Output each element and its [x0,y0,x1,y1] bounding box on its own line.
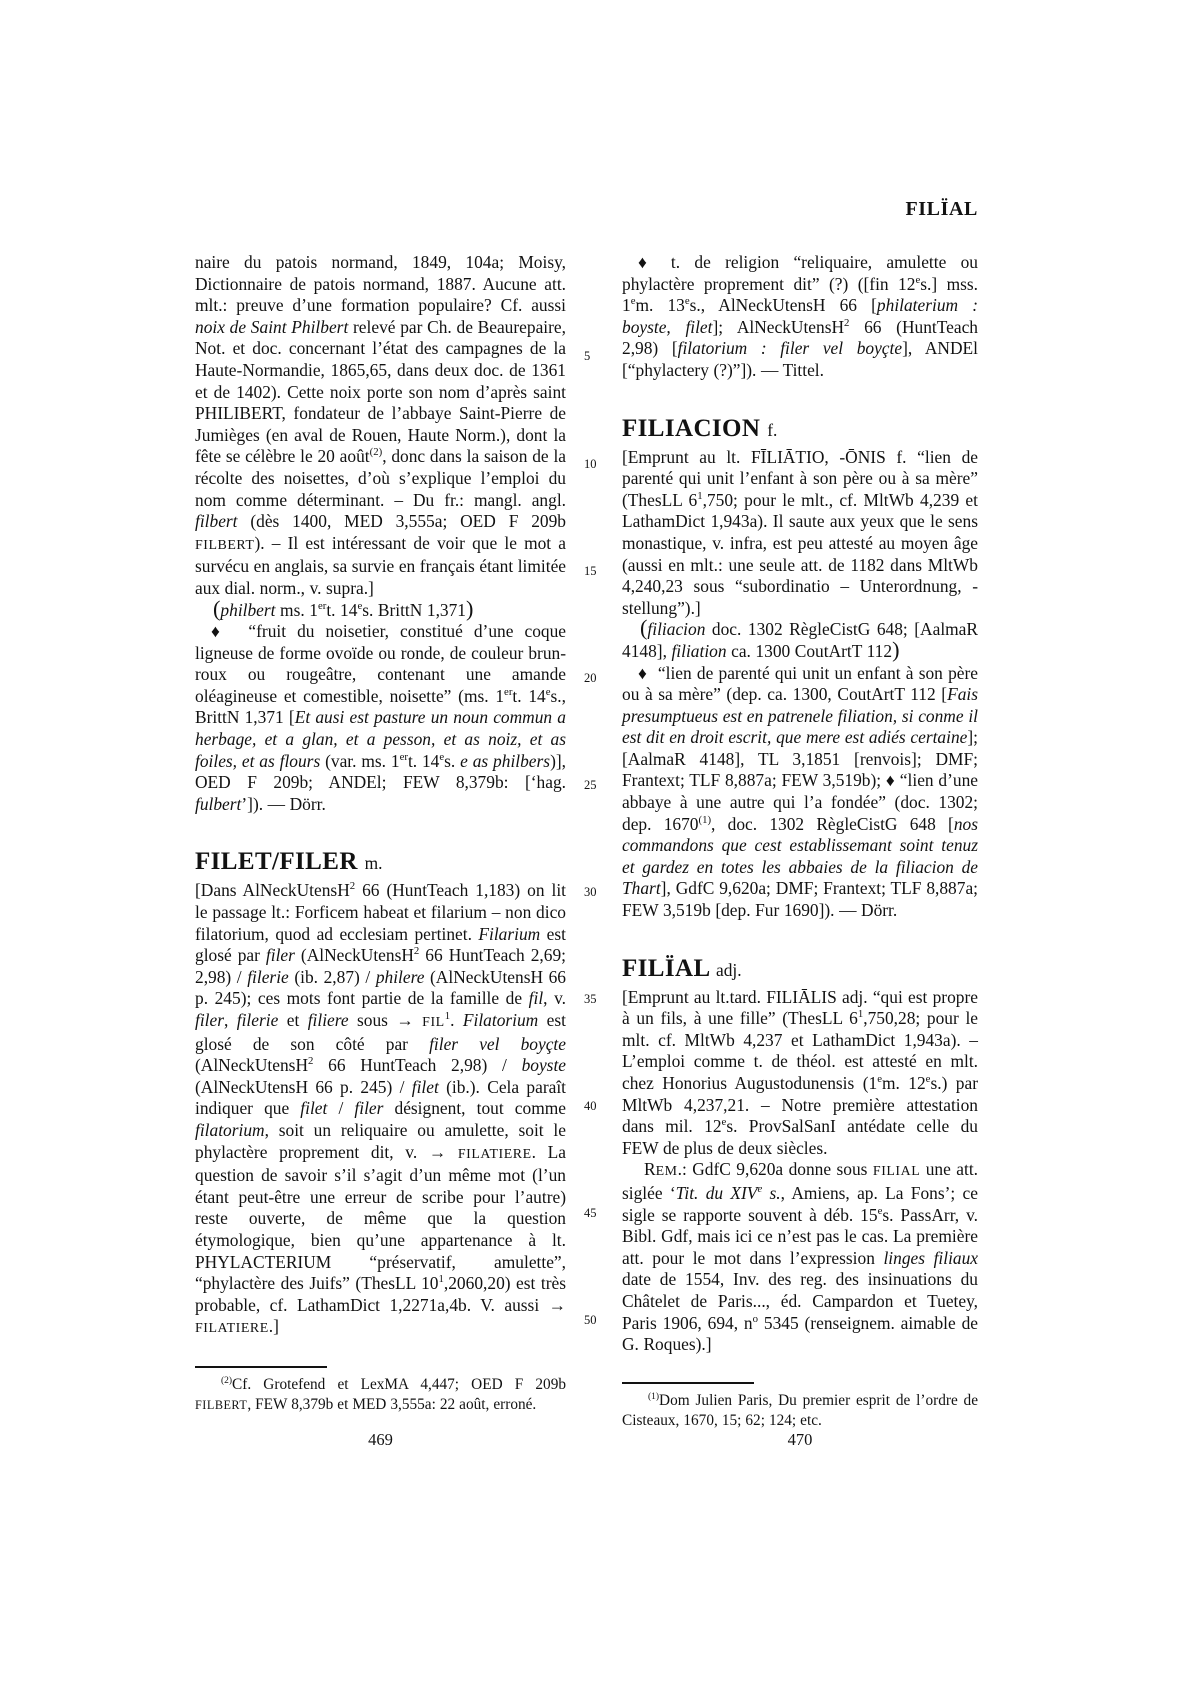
pos-label: m. [364,853,383,874]
footnote-1: $^{(1)}$Dom Julien Paris, Du premier esprit de l’ordre de Cisteaux, 1670, 15; 62; 124; etc. [622,1391,978,1430]
entry-heading-filiacion [622,415,978,444]
attestation-line-filiacion: (filiacion doc. 1302 RègleCistG 648; [AalmaR 4148], filiation ca. 1300 CoutArtT 112) [622,615,978,662]
sense-paragraph-filiacion: ♦ “lien de parenté qui unit un enfant à son père ou à sa mère” (dep. ca. 1300, CoutArtT 112 [Fais presumptueus est en patrenele filiation, si conme il est dit en droit escrit, que mere est adiés certaine]; [AalmaR 4148], TL 3,1851 [renvois]; DMF; Frantext; TLF 8,887a; FEW 3,519b); ♦ “lien d’une abbaye à une autre qui l’a fondée” (doc. 1302; dep. 1670$^{(1)}$, doc. 1302 RègleCistG 648 [nos commandons que cest establissemant soint tenuz et gardez en totes les abbaies de la filiacion de Thart], GdfC 9,620a; DMF; Frantext; TLF 8,887a; FEW 3,519b [dep. Fur 1690]). — Dörr. [622,662,978,921]
headword: FILET/FILER [195,848,358,876]
pos-label: adj. [716,959,742,980]
pos-label: f. [767,419,778,440]
headword: FILIACION [622,414,761,442]
right-column [622,252,978,1432]
line-number-45: 45 [584,1206,597,1220]
page-number-right: 470 [787,1430,813,1449]
line-number-30: 30 [584,885,597,899]
entry-heading-filet-filer [195,848,566,877]
etymology-paragraph-filial: [Emprunt au lt.tard. FILIĀLIS adj. “qui est propre à un fils, à une fille” (ThesLL $6^1,750,28$; pour le mlt. cf. MltWb 4,237 et LathamDict 1,943a). – L’emploi comme t. de théol. est attesté en mlt. chez Honorius Augustodunensis (1em. 12es.) par MltWb 4,237,21. – Notre première attestation dans mil. 12es. ProvSalSanI antédate celle du FEW de plus de deux siècles. [622,986,978,1158]
continuation-paragraph: naire du patois normand, 1849, 104a; Moisy, Dictionnaire de patois normand, 1887. Aucune att. mlt.: preuve d’une formation populaire? Cf. aussi noix de Saint Philbert relevé par Ch. de Beaurepaire, Not. et doc. concernant l’état des campagnes de la Haute-Normandie, 1865,65, dans deux doc. de 1361 et de 1402). Cette noix porte son nom d’après saint PHILIBERT, fondateur de l’abbaye Saint-Pierre de Jumièges (en aval de Rouen, Haute Norm.), dont la fête se célèbre le 20 août$^{(2)}$, donc dans la saison de la récolte des noisettes, d’où s’explique l’emploi du nom comme déterminant. – Du fr.: mangl. angl. filbert (dès 1400, MED 3,555a; OED F 209b FILBERT). – Il est intéressant de voir que le mot a survécu en anglais, sa survie en français étant limitée aux dial. norm., v. supra.] [195,252,567,598]
attestation-line-philbert: (philbert ms. 1ert. 14es. BrittN 1,371) [213,595,474,621]
etymology-paragraph-filiacion: [Emprunt au lt. FĪLIĀTIO, -ŌNIS f. “lien de parenté qui unit l’enfant à son père ou à sa mère” (ThesLL $6^1,750$; pour le mlt., cf. MltWb 4,239 et LathamDict 1,943a). Il saute aux yeux que le sens monastique, v. infra, est peu attesté au moyen âge (aussi en mlt.: une seule att. de 1182 dans MltWb 4,240,23 sous “subordinatio – Unterordnung, -stellung”).] [622,446,978,618]
etymology-paragraph-filet-filer: [Dans AlNeckUtensH$^2$ 66 (HuntTeach 1,183) on lit le passage lt.: Forficem habeat et filarium – non dico filatorium, quod ad ecclesiam pertinet. Filarium est glosé par filer (AlNeckUtensH$^2$ 66 HuntTeach 2,69; 2,98) / filerie (ib. 2,87) / philere (AlNeckUtensH 66 p. 245); ces mots font partie de la famille de fil, v. filer, filerie et filiere sous → $FIL^1$. Filatorium est glosé de son côté par filer vel boyçte (AlNeckUtensH$^2$ 66 HuntTeach 2,98) / boyste (AlNeckUtensH 66 p. 245) / filet (ib.). Cela paraît indiquer que filet / filer désignent, tout comme filatorium, soit un reliquaire ou amulette, soit le phylactère proprement dit, v. → FILATIERE. La question de savoir s’il s’agit d’un même mot (l’un étant peut-être une erreur de scribe pour l’autre) reste ouverte, de même que la question étymologique, bien qu’une appartenance à lt. PHYLACTERIUM “préservatif, amulette”, “phylactère des Juifs” (ThesLL $10^1,2060,20$) est très probable, cf. LathamDict 1,2271a,4b. V. aussi → FILATIERE.] [195,880,567,1337]
running-header: FILÏAL [905,198,978,220]
line-number-15: 15 [584,564,597,578]
line-number-20: 20 [584,671,597,685]
footnote-rule [195,1366,327,1368]
page-number-left: 469 [368,1430,393,1449]
sense-paragraph-filet: ♦ t. de religion “reliquaire, amulette ou phylactère proprement dit” (?) ([fin 12es.] mss. 1em. 13es., AlNeckUtensH 66 [philaterium : boyste, filet]; AlNeckUtensH$^2$ 66 (HuntTeach 2,98) [filatorium : filer vel boyçte], ANDEl [“phylactery (?)”]). — Tittel. [622,252,978,380]
footnote-rule [622,1382,754,1384]
line-number-50: 50 [584,1313,597,1327]
line-number-25: 25 [584,778,597,792]
line-number-40: 40 [584,1099,597,1113]
headword: FILÏAL [622,954,710,982]
left-column [195,252,566,1416]
sense-paragraph-filbert: ♦ “fruit du noisetier, constitué d’une coque ligneuse de forme ovoïde ou ronde, de couleur brun-roux ou rougeâtre, contenant une amande oléagineuse et comestible, noisette” (ms. 1ert. 14es., BrittN 1,371 [Et ausi est pasture un noun commun a herbage, et a glan, et a pesson, et as noiz, et as foiles, et as flours (var. ms. 1ert. 14es. e as philbers)], OED F 209b; ANDEl; FEW 8,379b: [‘hag. fulbert’]). — Dörr. [195,621,566,814]
entry-heading-filial [622,955,978,984]
remark-paragraph-filial: REM.: GdfC 9,620a donne sous FILIAL une att. siglée ‘Tit. du XIVe s., Amiens, ap. La Fons’; ce sigle se rapporte souvent à déb. 15es. PassArr, v. Bibl. Gdf, mais ici ce n’est pas le cas. La première att. pour le mot dans l’expression linges filiaux date de 1554, Inv. des reg. des insinuations du Châtelet de Paris..., éd. Campardon et Tuetey, Paris 1906, 694, $n^o$ 5345 (renseignem. aimable de G. Roques).] [622,1159,979,1355]
line-number-5: 5 [584,349,591,363]
line-number-35: 35 [584,992,597,1006]
footnote-2: $^{(2)}$Cf. Grotefend et LexMA 4,447; OED F 209b FILBERT, FEW 8,379b et MED 3,555a: 22 août, erroné. [195,1375,566,1414]
line-number-10: 10 [584,457,597,471]
